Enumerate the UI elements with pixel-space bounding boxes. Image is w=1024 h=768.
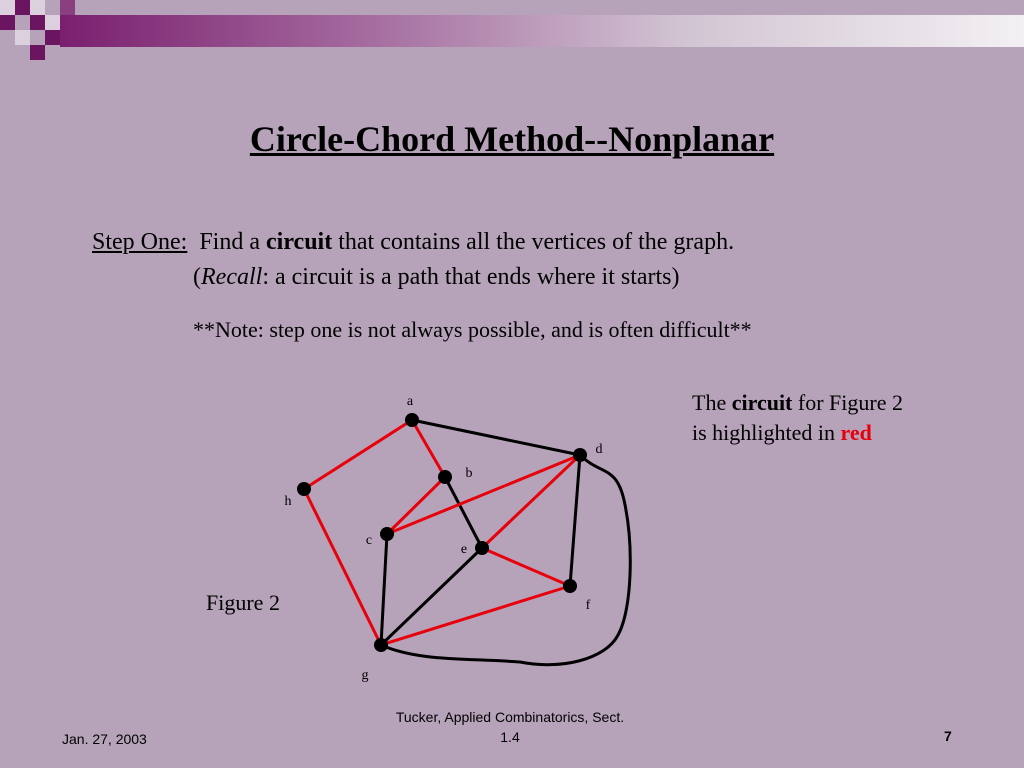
circuit-edge-f-g [381,586,570,645]
footer-source [360,707,660,747]
circuit-edge-d-e [482,455,580,548]
page-number: 7 [944,728,952,744]
vertex-c [380,527,394,541]
footer-source-line1: Tucker, Applied Combinatorics, Sect. [395,709,625,725]
circuit-note-bold-word: circuit [731,390,793,415]
figure-label: Figure 2 [206,590,280,615]
vertex-d [573,448,587,462]
vertex-b [438,470,452,484]
recall-italic-word: Recall [201,264,263,290]
slide-title: Circle-Chord Method--Nonplanar [249,119,775,159]
circuit-edge-g-h [304,489,381,645]
footer-date: Jan. 27, 2003 [62,731,147,747]
vertex-h [297,482,311,496]
circuit-note-line2-text: is highlighted in [692,420,841,445]
circuit-note-post: for Figure 2 [792,390,903,415]
circuit-note-pre: The [692,390,732,415]
vertex-f [563,579,577,593]
edge-a-d [412,420,580,455]
vertex-label-h: h [284,494,292,509]
vertex-label-b: b [465,466,473,481]
vertex-label-e: e [460,542,468,557]
vertex-e [475,541,489,555]
step-one-text-post: that contains all the vertices of the graph. [332,229,735,255]
step-one-label: Step One: [92,229,188,255]
vertex-label-a: a [406,394,414,409]
vertex-label-d: d [595,442,603,457]
recall-text: : a circuit is a path that ends where it starts) [262,264,680,290]
recall-open-paren: ( [193,264,201,290]
vertex-a [405,413,419,427]
step-one-text-pre: Find a [199,229,266,255]
circuit-edge-e-f [482,548,570,586]
vertex-label-g: g [361,668,369,683]
circuit-note-line2 [692,418,903,448]
circuit-note [692,388,903,448]
footer-source-line2: 1.4 [500,729,520,745]
circuit-edge-b-c [387,477,445,534]
circuit-note-line1 [692,388,903,418]
vertex-label-c: c [365,533,373,548]
edge-d-f [570,455,580,586]
note-text: **Note: step one is not always possible, and is often difficult** [193,317,752,342]
edge-c-g [381,534,387,645]
circuit-edge-a-b [412,420,445,477]
edge-b-e [445,477,482,548]
circuit-edge-c-d [387,455,580,534]
vertex-g [374,638,388,652]
step-one-bold-word: circuit [266,229,333,255]
circuit-note-red-word: red [840,420,872,445]
vertex-label-f: f [585,598,591,613]
circuit-edge-h-a [304,420,412,489]
